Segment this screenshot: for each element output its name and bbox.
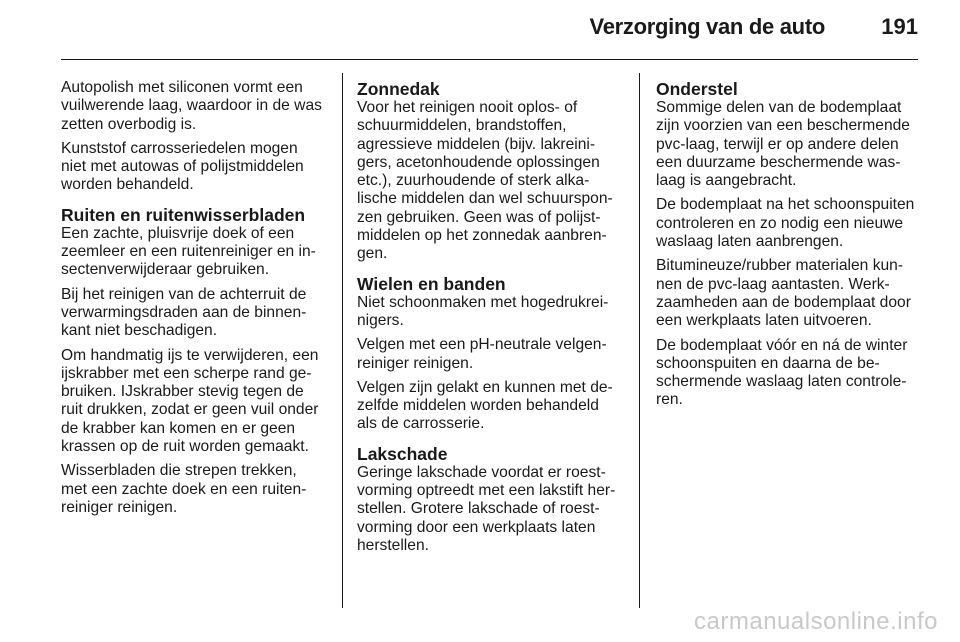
section-heading: Ruiten en ruitenwisserbladen <box>61 204 306 225</box>
page-title: Verzorging van de auto <box>589 14 825 39</box>
paragraph: Om handmatig ijs te verwijderen, een ijskrabber met een scherpe rand ge-bruiken. IJskrabber stevig tegen de ruit drukken, zodat er geen vuil onder de krabber kan komen en er geen krassen op de ruit worden gemaakt. <box>61 346 319 456</box>
text-column-right <box>656 79 921 420</box>
section-wielen <box>357 274 622 434</box>
section-heading: Onderstel <box>656 79 738 99</box>
header-divider <box>61 59 918 60</box>
paragraph: Velgen met een pH-neutrale velgen-reiniger reinigen. <box>357 336 607 372</box>
section-heading: Wielen en banden <box>357 273 506 294</box>
page-number: 191 <box>881 14 918 39</box>
paragraph: Geringe lakschade voordat er roest-vorming optreedt met een lakstift her-stellen. Grotere lakschade of roest-vorming door een werkplaats laten herstellen. <box>357 463 616 554</box>
paragraph: Kunststof carrosseriedelen mogen niet met autowas of polijstmiddelen worden behandeld. <box>61 139 304 194</box>
paragraph: De bodemplaat vóór en ná de winter schoonspuiten en daarna de be-schermende waslaag laten controle-ren. <box>656 336 908 409</box>
section-onderstel <box>656 79 921 410</box>
section-zonnedak <box>357 79 622 264</box>
paragraph: Voor het reinigen nooit oplos- of schuurmiddelen, brandstoffen, agressieve middelen (bijv. lakreini-gers, acetonhoudende oplossingen etc.), zuurhoudende of sterk alka-lische middelen dan wel schuurspon-zen gebruiken. Geen was of polijst-middelen op het zonnedak aanbren-gen. <box>357 99 613 263</box>
section-lakschade <box>357 444 622 555</box>
paragraph: Sommige delen van de bodemplaat zijn voorzien van een beschermende pvc-laag, terwijl er op andere delen een duurzame beschermende was-laag is aangebracht. <box>656 99 910 190</box>
text-column-middle <box>357 79 622 565</box>
section-intro <box>61 79 326 195</box>
page-header <box>0 0 960 60</box>
column-divider <box>639 73 640 608</box>
column-divider <box>342 73 343 608</box>
text-column-left <box>61 79 326 527</box>
paragraph: Autopolish met siliconen vormt een vuilwerende laag, waardoor in de was zetten overbodig is. <box>61 79 322 133</box>
section-ruiten <box>61 205 326 517</box>
paragraph: Een zachte, pluisvrije doek of een zeemleer en een ruitenreiniger en in-sectenverwijderaar gebruiken. <box>61 224 316 279</box>
watermark-text: carmanualsonline.info <box>694 608 938 635</box>
paragraph: Bitumineuze/rubber materialen kun-nen de pvc-laag aantasten. Werk-zaamheden aan de bodemplaat door een werkplaats laten uitvoeren. <box>656 257 911 330</box>
paragraph: Velgen zijn gelakt en kunnen met de-zelfde middelen worden behandeld als de carrosserie. <box>357 378 613 433</box>
paragraph: Wisserbladen die strepen trekken, met een zachte doek en een ruiten-reiniger reinigen. <box>61 462 307 516</box>
section-heading: Zonnedak <box>357 79 440 99</box>
paragraph: De bodemplaat na het schoonspuiten controleren en zo nodig een nieuwe waslaag laten aanbrengen. <box>656 196 915 251</box>
paragraph: Niet schoonmaken met hogedrukrei-nigers. <box>357 293 609 329</box>
paragraph: Bij het reinigen van de achterruit de verwarmingsdraden aan de binnen-kant niet beschadigen. <box>61 285 307 340</box>
section-heading: Lakschade <box>357 443 448 464</box>
